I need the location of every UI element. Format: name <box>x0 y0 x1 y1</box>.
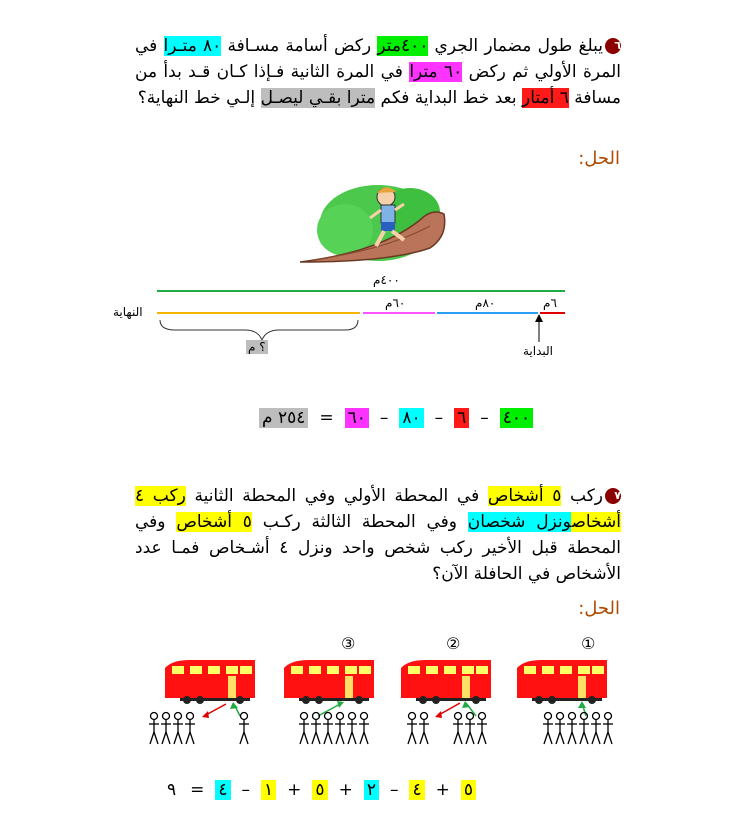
person-figure <box>453 713 463 745</box>
person-figure <box>543 713 553 745</box>
eq2-term-e: ١ <box>261 780 276 800</box>
person-figure <box>347 713 357 745</box>
eq2-result: ٩ <box>167 780 177 800</box>
solution-label-1: الحل: <box>578 148 620 169</box>
eq1-result: ٢٥٤ م <box>259 408 308 428</box>
person-figure <box>603 713 613 745</box>
person-figure <box>161 713 171 745</box>
equation-1 <box>259 408 533 428</box>
person-figure <box>323 713 333 745</box>
eq1-minus-1: – <box>480 408 489 428</box>
highlight-4-people: ركب ٤ أشخاص <box>135 486 622 532</box>
problem-number-7: ٧ <box>605 488 621 504</box>
problem-number-6: ٦ <box>605 38 621 54</box>
bus-illustration-2 <box>284 660 374 704</box>
person-figure <box>173 713 183 745</box>
person-figure <box>465 713 475 745</box>
eq2-op2: – <box>389 780 399 800</box>
solution-label-2: الحل: <box>578 598 620 619</box>
eq1-minus-2: – <box>434 408 444 428</box>
label-segment-6: ٦م <box>543 296 557 310</box>
eq2-op4: + <box>287 780 302 800</box>
person-figure <box>567 713 577 745</box>
bus-illustration-1 <box>517 660 607 704</box>
person-figure <box>149 713 159 745</box>
label-segment-60: ٦٠م <box>385 296 406 310</box>
label-total-400: ٤٠٠م <box>373 273 400 287</box>
highlight-5-people-2: ٥ أشخاص <box>176 512 252 532</box>
highlight-60m: ٦٠ مترا <box>409 62 463 82</box>
person-figure <box>555 713 565 745</box>
eq2-op5: – <box>241 780 251 800</box>
highlight-5-people: ٥ أشخاص <box>487 486 562 506</box>
person-figure <box>477 713 487 745</box>
label-end: النهاية <box>113 305 143 319</box>
person-figure <box>419 713 429 745</box>
label-start: البداية <box>523 344 554 358</box>
people-figures <box>149 713 613 745</box>
person-figure <box>299 713 309 745</box>
eq2-op1: + <box>435 780 450 800</box>
person-figure <box>359 713 369 745</box>
unknown-brace <box>160 320 358 340</box>
eq1-equals: = <box>319 408 334 428</box>
highlight-80m: ٨٠ متـرا <box>163 36 222 56</box>
eq2-equals: = <box>190 780 205 800</box>
station-label-2: ② <box>446 634 461 653</box>
eq1-term-400: ٤٠٠ <box>500 408 533 428</box>
eq1-minus-3: – <box>379 408 389 428</box>
person-figure <box>311 713 321 745</box>
eq2-term-f: ٤ <box>215 780 230 800</box>
runner-illustration <box>300 185 445 262</box>
highlight-2-off: ونزل شخصان <box>467 512 572 532</box>
eq2-op3: + <box>338 780 353 800</box>
person-figure <box>239 713 249 745</box>
person-figure <box>335 713 345 745</box>
person-figure <box>591 713 601 745</box>
eq2-term-d: ٥ <box>312 780 327 800</box>
eq2-term-c: ٢ <box>364 780 379 800</box>
eq1-term-80: ٨٠ <box>399 408 423 428</box>
station-label-1: ① <box>581 634 596 653</box>
person-figure <box>407 713 417 745</box>
eq1-term-60: ٦٠ <box>345 408 369 428</box>
station-label-3: ③ <box>341 634 356 653</box>
bus-illustration-3 <box>165 660 255 704</box>
eq2-term-a: ٥ <box>461 780 476 800</box>
person-figure <box>579 713 589 745</box>
problem-6-text: ٦يبلغ طول مضمار الجري ٤٠٠متر ركض أسامة مسـافة ٨٠ متـرا في المرة الأولي ثم ركض ٦٠ مترا في المرة الثانية فـإذا كـان قـد بدأ من مسافة ٦ أمتار بعد خط البداية فكم مترا بقـي ليصـل إلـي خط النهاية؟ <box>135 36 621 108</box>
eq1-term-6: ٦ <box>454 408 469 428</box>
highlight-remaining: مترا بقـي ليصـل <box>260 88 376 108</box>
label-segment-80: ٨٠م <box>475 296 496 310</box>
equation-2 <box>164 780 476 800</box>
highlight-track-length: ٤٠٠متر <box>377 36 429 56</box>
person-figure <box>185 713 195 745</box>
highlight-6m: ٦ أمتار <box>521 88 569 108</box>
eq2-term-b: ٤ <box>409 780 424 800</box>
bus-illustration-1b <box>401 660 491 704</box>
problem-7-text: ٧ركب ٥ أشخاص في المحطة الأولي وفي المحطة الثانية ركب ٤ أشخاصونزل شخصان وفي المحطة الثالثة ركـب ٥ أشخاص وفي المحطة قبل الأخير ركب شخص واحد ونزل ٤ أشـخاص فمـا عدد الأشخاص في الحافلة الآن؟ <box>135 486 622 584</box>
label-unknown: ؟ م <box>248 340 266 354</box>
